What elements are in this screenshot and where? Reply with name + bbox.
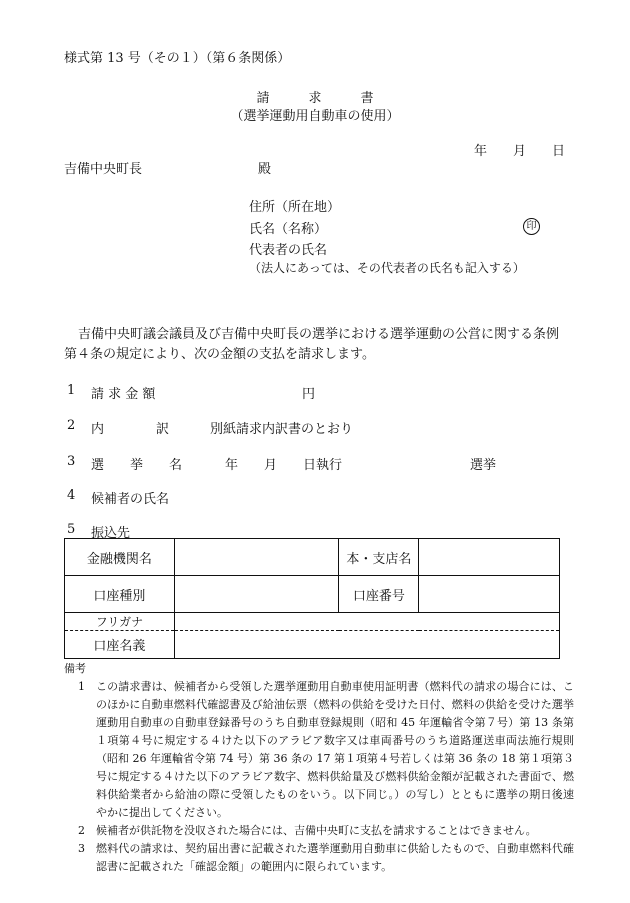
furigana-field[interactable]	[174, 613, 559, 631]
notes-heading: 備考	[64, 662, 86, 675]
form-number: 様式第 13 号（その１）（第６条関係）	[64, 51, 291, 66]
bank-name-field[interactable]	[174, 539, 339, 576]
account-name-field[interactable]	[174, 631, 559, 659]
item-4-label: 候補者の氏名	[91, 492, 170, 507]
representative-label: 代表者の氏名	[249, 243, 328, 258]
note-number: 3	[78, 842, 85, 855]
item-1-number: 1	[67, 383, 76, 398]
item-3-label: 選 挙 名	[91, 458, 183, 473]
note-text: 燃料代の請求は、契約届出書に記載された選挙運動用自動車に供給したもので、自動車燃料代確認書に記載された「確認金額」の範囲内に限られています。	[96, 842, 574, 873]
branch-field[interactable]	[419, 539, 560, 576]
item-3-suffix: 選挙	[470, 458, 497, 473]
representative-note: （法人にあっては、その代表者の氏名も記入する）	[249, 261, 525, 275]
note-number: 1	[78, 680, 85, 693]
account-type-field[interactable]	[174, 576, 339, 613]
date-line: 年 月 日	[474, 144, 566, 159]
item-1-label: 請 求 金 額	[91, 387, 156, 402]
note-text: 候補者が供託物を没収された場合には、吉備中央町に支払を請求することはできません。	[96, 824, 537, 837]
note-number: 2	[78, 824, 85, 837]
branch-label: 本・支店名	[339, 539, 419, 576]
account-type-label: 口座種別	[65, 576, 175, 613]
notes-section	[64, 660, 574, 876]
seal-mark: 印	[523, 218, 540, 235]
item-2-label: 内 訳	[91, 422, 170, 437]
document-subtitle: （選挙運動用自動車の使用）	[230, 109, 400, 124]
honorific: 殿	[258, 162, 272, 177]
item-3-date: 年 月 日執行	[225, 458, 343, 473]
item-2-value: 別紙請求内訳書のとおり	[210, 422, 354, 437]
item-1-value: 円	[302, 387, 316, 402]
addressee: 吉備中央町長	[64, 162, 143, 177]
bank-name-label: 金融機関名	[65, 539, 175, 576]
account-number-field[interactable]	[419, 576, 560, 613]
item-3-number: 3	[67, 454, 76, 469]
document-title: 請 求 書	[256, 91, 374, 106]
account-name-label: 口座名義	[65, 631, 175, 659]
note-text: この請求書は、候補者から受領した選挙運動用自動車使用証明書（燃料代の請求の場合には、このほかに自動車燃料代確認書及び給油伝票（燃料の供給を受けた日付、燃料の供給を受けた選挙運動用自動車の自動車登録番号のうち自動車登録規則（昭和 45 年運輸省令第７号）第 13 条第１項第４号に規定する４けた以下のアラビア数字又は車両番号のうち道路運送車両法施行規則（昭和 26 年運輸省令第 74 号）第 36 条の 17 第１項第４号若しくは第 36 条の 18 第１項第３号に規定する４けた以下のアラビア数字、燃料供給量及び燃料供給金額が記載された書面で、燃料供給業者から給油の際に受領したものをいう。以下同じ。）の写し）とともに選挙の期日後速やかに提出してください。	[96, 680, 574, 819]
account-number-label: 口座番号	[339, 576, 419, 613]
bank-account-table	[64, 538, 560, 659]
item-2-number: 2	[67, 418, 76, 433]
note-item	[64, 822, 574, 840]
note-item	[64, 678, 574, 822]
furigana-label: フリガナ	[65, 613, 175, 631]
item-5-label: 振込先	[91, 526, 131, 541]
note-item	[64, 840, 574, 876]
body-text-line2: 第４条の規定により、次の金額の支払を請求します。	[64, 347, 375, 362]
item-5-number: 5	[67, 522, 76, 537]
address-label: 住所（所在地）	[249, 200, 341, 215]
body-text-line1: 吉備中央町議会議員及び吉備中央町長の選挙における選挙運動の公営に関する条例	[78, 327, 560, 342]
name-label: 氏名（名称）	[249, 222, 328, 237]
item-4-number: 4	[67, 488, 76, 503]
